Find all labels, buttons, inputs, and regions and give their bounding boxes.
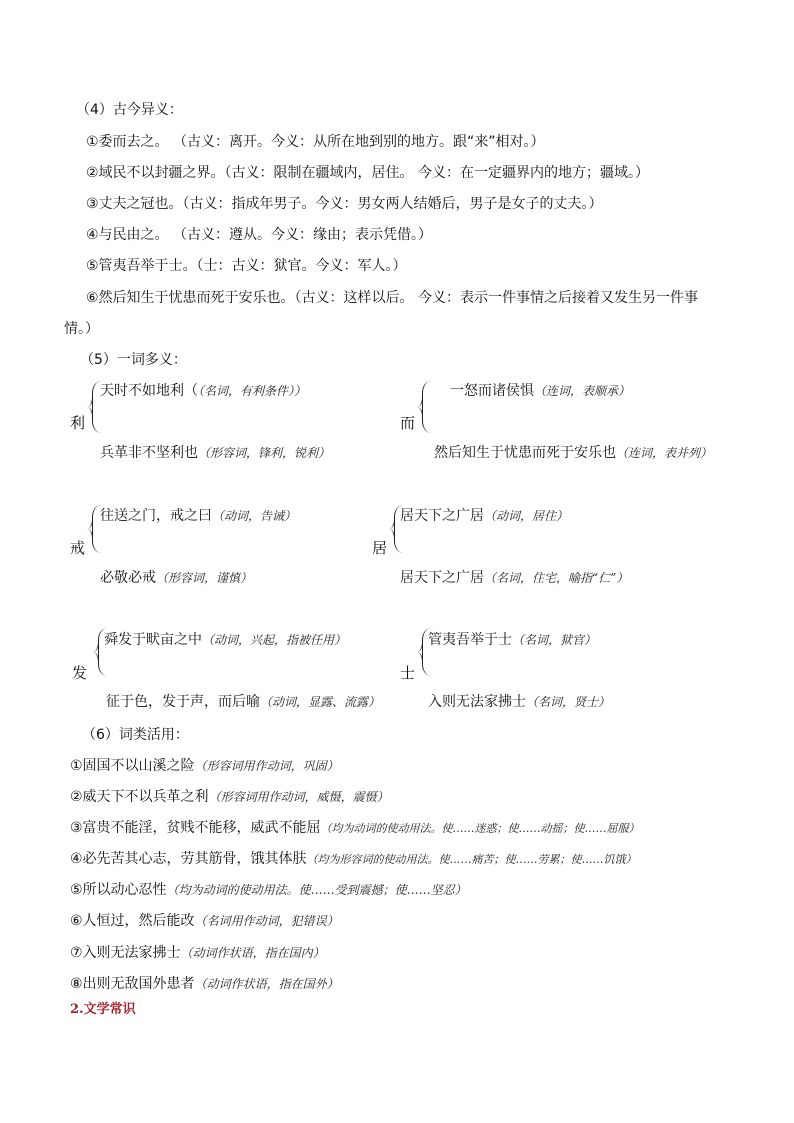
left-brace-icon [422, 381, 431, 433]
sentence: 征于色，发于声，而后喻 [106, 694, 260, 710]
polysemy-char: 士 [400, 664, 416, 682]
sentence: ②威天下不以兵革之利 [70, 789, 209, 805]
sentence: ⑥人恒过，然后能改 [70, 913, 195, 929]
sentence: 居天下之广居 [400, 570, 484, 586]
polysemy-sense-b [428, 693, 610, 711]
annotation: （名词用作动词，犯错误） [194, 914, 339, 928]
annotation: （形容词用作动词，巩固） [194, 759, 339, 773]
list-item [70, 912, 339, 930]
list-item: ③丈夫之冠也。（古义：指成年男子。今义：男女两人结婚后，男子是女子的丈夫。） [86, 196, 603, 212]
list-item: ②域民不以封疆之界。（古义：限制在疆域内，居住。 今义：在一定疆界内的地方；疆域。） [86, 165, 649, 181]
polysemy-char: 居 [372, 539, 388, 557]
sentence: 一怒而诸侯惧 [450, 383, 534, 399]
sentence: ①固国不以山溪之险 [70, 758, 195, 774]
sentence: 管夷吾举于士 [428, 632, 512, 648]
polysemy-char: 发 [72, 664, 88, 682]
section5-title: （5）一词多义： [80, 352, 187, 368]
polysemy-char: 戒 [70, 539, 86, 557]
polysemy-sense-a [450, 382, 630, 400]
list-item: ⑥然后知生于忧患而死于安乐也。（古义：这样以后。 今义：表示一件事情之后接着又发生另一件事 [86, 290, 698, 306]
list-item [70, 757, 339, 775]
list-item [70, 850, 637, 869]
annotation: （均为形容词的使动用法。使……痛苦；使……劳累；使……饥饿） [306, 853, 637, 866]
annotation: （形容词，锋利，锐利） [198, 446, 331, 460]
polysemy-sense-b [400, 569, 628, 587]
sentence: ⑤所以动心忍性 [70, 882, 167, 898]
section-heading-literary-knowledge: 2.文学常识 [70, 1002, 136, 1017]
annotation: （动词，告诫） [212, 509, 297, 523]
list-item [70, 944, 325, 962]
list-item [70, 788, 389, 806]
sentence: 舜发于畎亩之中 [104, 632, 202, 648]
sentence: ⑧出则无敌国外患者 [70, 976, 195, 992]
annotation: （动词，兴起，指被任用） [202, 633, 347, 647]
sentence: 天时不如地利（ [100, 383, 198, 399]
annotation: （形容词，谨慎） [156, 571, 253, 585]
sentence: 兵革非不坚利也 [100, 445, 198, 461]
annotation: （名词，住宅，喻指“仁”） [484, 571, 629, 585]
sentence: ④必先苦其心志，劳其筋骨，饿其体肤 [70, 851, 307, 867]
polysemy-sense-b [106, 693, 380, 711]
list-item: ⑤管夷吾举于士。（士：古义：狱官。今义：军人。） [86, 258, 407, 274]
section6-title: （6）词类活用： [82, 727, 189, 743]
annotation: （名词，贤士） [526, 695, 611, 709]
polysemy-sense-b [100, 444, 330, 462]
annotation: （动词，居住） [484, 509, 569, 523]
annotation: （名词，狱官） [512, 633, 597, 647]
polysemy-sense-a [100, 382, 306, 400]
sentence: 入则无法家拂士 [428, 694, 526, 710]
annotation: （均为动词的使动用法。使……受到震撼；使……坚忍） [166, 883, 467, 897]
sentence: ⑦入则无法家拂士 [70, 945, 181, 961]
sentence: 往送之门，戒之曰 [100, 508, 212, 524]
list-item: ①委而去之。 （古义：离开。今义：从所在地到别的地方。跟“来”相对。） [86, 134, 545, 150]
annotation: （均为动词的使动用法。使……迷惑；使……动摇；使……屈服） [320, 822, 640, 835]
sentence: 必敬必戒 [100, 570, 156, 586]
polysemy-sense-b [434, 444, 712, 462]
polysemy-sense-a [100, 507, 296, 525]
polysemy-sense-a [428, 631, 596, 649]
list-item [70, 975, 339, 993]
polysemy-char: 而 [400, 414, 416, 432]
sentence: 然后知生于忧患而死于安乐也 [434, 445, 616, 461]
polysemy-sense-a [104, 631, 346, 649]
sentence: ③富贵不能淫，贫贱不能移，威武不能屈 [70, 820, 321, 836]
list-item [70, 881, 467, 899]
polysemy-char: 利 [70, 414, 86, 432]
section4-title: （4）古今异义： [76, 102, 183, 118]
list-item [70, 819, 640, 838]
polysemy-sense-a [400, 507, 568, 525]
annotation: （形容词用作动词，威慑，震慑） [208, 790, 389, 804]
annotation: （动词作状语，指在国内） [180, 946, 325, 960]
annotation: （连词，表并列） [616, 446, 713, 460]
list-item: ④与民由之。 （古义：遵从。今义：缘由；表示凭借。） [86, 227, 432, 243]
annotation: （动词作状语，指在国外） [194, 977, 339, 991]
polysemy-sense-b [100, 569, 252, 587]
annotation: （连词，表顺承） [534, 384, 631, 398]
sentence: 居天下之广居 [400, 508, 484, 524]
annotation: （动词，显露、流露） [260, 695, 381, 709]
annotation: （名词，有利条件）） [198, 384, 307, 398]
list-item-continuation: 情。） [64, 321, 99, 337]
